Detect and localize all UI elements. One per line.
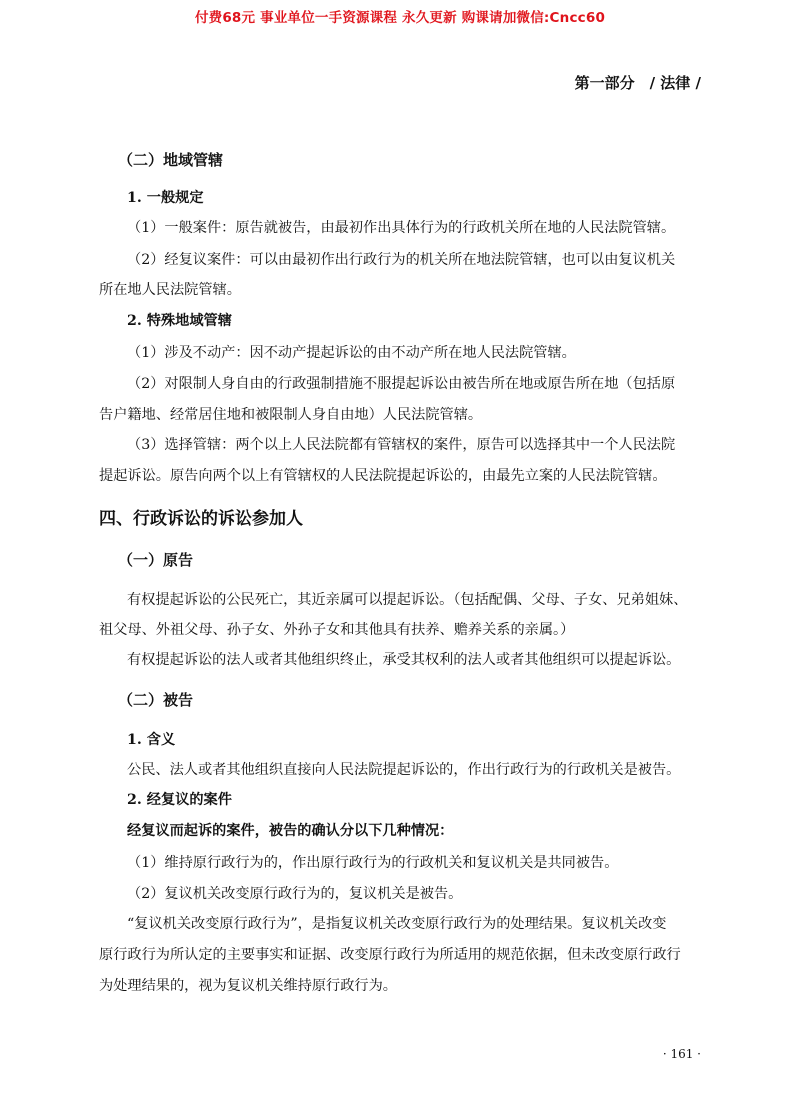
chapter-heading: 四、行政诉讼的诉讼参加人 [99,509,303,529]
paragraph-line: （2）经复议案件：可以由最初作出行政行为的机关所在地法院管辖，也可以由复议机关 [127,252,676,268]
paragraph-line: （1）一般案件：原告就被告，由最初作出具体行为的行政机关所在地的人民法院管辖。 [127,220,676,236]
watermark-banner: 付费68元 事业单位一手资源课程 永久更新 购课请加微信:Cncc60 [194,10,606,26]
subsection-heading: 2. 特殊地域管辖 [127,313,232,329]
paragraph-line: （1）涉及不动产：因不动产提起诉讼的由不动产所在地人民法院管辖。 [127,345,576,361]
paragraph-line: （3）选择管辖：两个以上人民法院都有管辖权的案件，原告可以选择其中一个人民法院 [127,437,676,453]
paragraph-line: 所在地人民法院管辖。 [99,282,241,298]
paragraph-line: “复议机关改变原行政行为”，是指复议机关改变原行政行为的处理结果。复议机关改变 [127,916,667,932]
paragraph-line: 为处理结果的，视为复议机关维持原行政行为。 [99,978,397,994]
paragraph-line: 原行政行为所认定的主要事实和证据、改变原行政行为所适用的规范依据，但未改变原行政行 [99,947,681,963]
subsection-heading: 1. 含义 [127,732,176,748]
page-number: · 161 · [662,1047,701,1061]
subsection-heading: 2. 经复议的案件 [127,792,232,808]
paragraph-line: 告户籍地、经常居住地和被限制人身自由地）人民法院管辖。 [99,407,483,423]
paragraph-line: （2）对限制人身自由的行政强制措施不服提起诉讼由被告所在地或原告所在地（包括原 [127,376,676,392]
section-heading: （二）被告 [118,691,194,709]
paragraph-line: （2）复议机关改变原行政行为的，复议机关是被告。 [127,886,463,902]
section-heading: （一）原告 [118,551,194,569]
paragraph-line: 提起诉讼。原告向两个以上有管辖权的人民法院提起诉讼的，由最先立案的人民法院管辖。 [99,468,667,484]
paragraph-line: （1）维持原行政行为的，作出原行政行为的行政机关和复议机关是共同被告。 [127,855,619,871]
paragraph-line: 有权提起诉讼的公民死亡，其近亲属可以提起诉讼。（包括配偶、父母、子女、兄弟姐妹、 [127,592,688,608]
paragraph-line: 公民、法人或者其他组织直接向人民法院提起诉讼的，作出行政行为的行政机关是被告。 [127,762,681,778]
paragraph-line: 经复议而起诉的案件，被告的确认分以下几种情况： [127,823,454,839]
section-heading: （二）地域管辖 [118,151,224,169]
paragraph-line: 祖父母、外祖父母、孙子女、外孙子女和其他具有扶养、赡养关系的亲属。） [99,622,575,638]
running-head: 第一部分 / 法律 / [574,74,701,92]
subsection-heading: 1. 一般规定 [127,190,204,206]
paragraph-line: 有权提起诉讼的法人或者其他组织终止，承受其权利的法人或者其他组织可以提起诉讼。 [127,652,681,668]
